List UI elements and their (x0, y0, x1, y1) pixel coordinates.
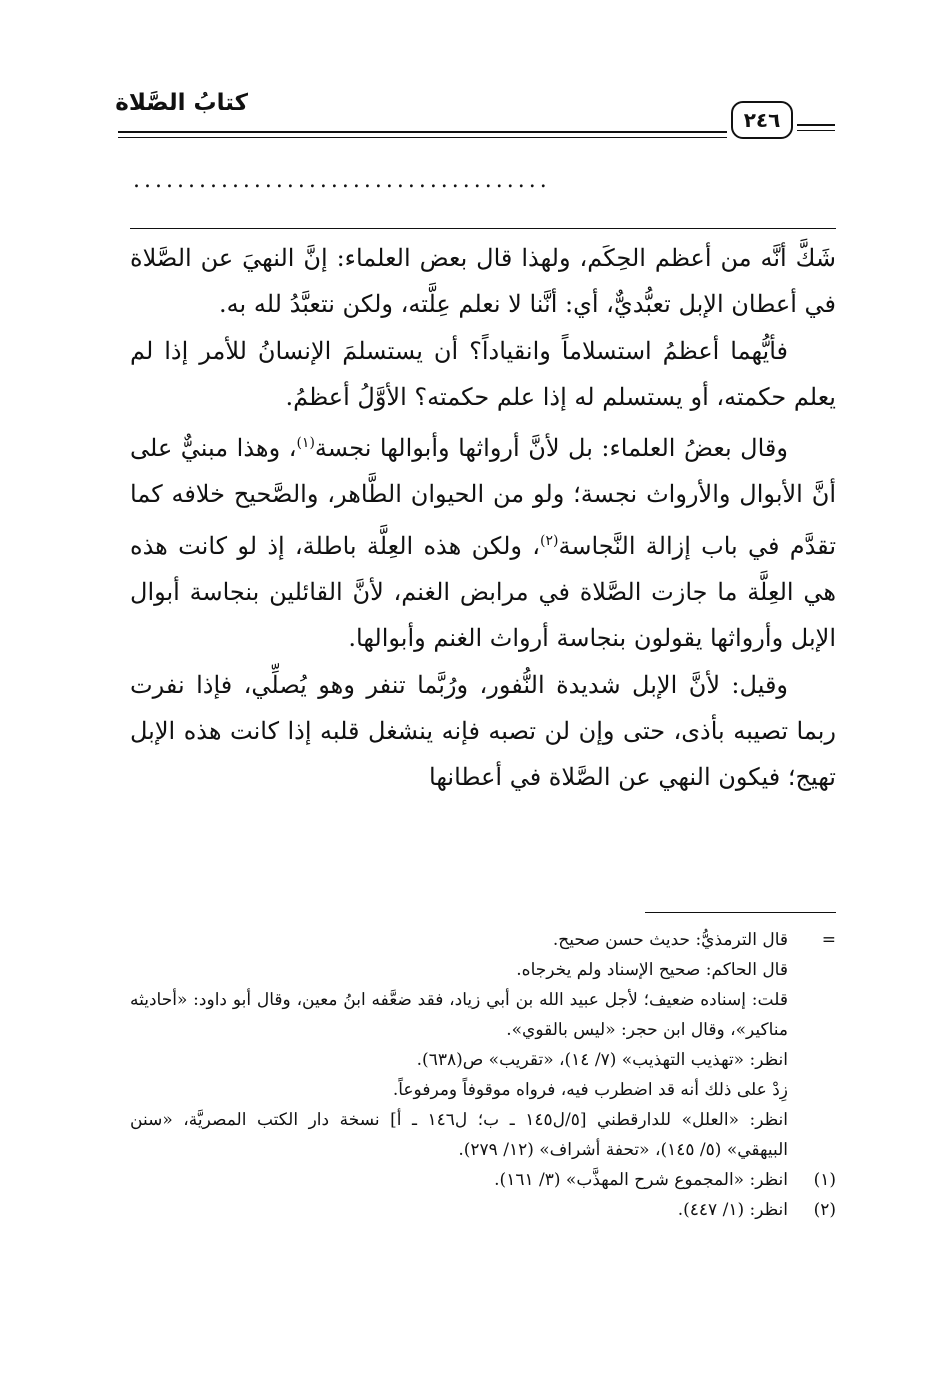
footnote-2 (130, 1195, 836, 1225)
footnote-text: انظر: «المجموع شرح المهذَّب» (٣/ ١٦١). (494, 1170, 788, 1190)
footnote-mark: (٢) (813, 1200, 836, 1220)
footnote-mark (788, 1075, 836, 1105)
paragraph: شَكَّ أنَّه من أعظم الحِكَم، ولهذا قال بعض العلماء: إنَّ النهيَ عن الصَّلاة في أعطان الإبل تعبُّديٌّ، أي: أنَّنا لا نعلم عِلَّته، ولكن نتعبَّدُ لله به. (130, 244, 836, 319)
header-rule-left (118, 131, 727, 133)
footnote-line (130, 955, 836, 985)
paragraph: فأيُّهما أعظمُ استسلاماً وانقياداً؟ أن يستسلمَ الإنسانُ للأمر إذا لم يعلم حكمته، أو يستسلم له إذا علم حكمته؟ الأوَّلُ أعظمُ. (130, 336, 836, 411)
footnote-mark: (١) (813, 1170, 836, 1190)
paragraph: وقيل: لأنَّ الإبل شديدة النُّفور، ورُبَّما تنفر وهو يُصلِّي، فإذا نفرت ربما تصيبه بأذى، حتى وإن لن تصبه فإنه ينشغل قلبه إذا كانت هذه الإبل تهيج؛ فيكون النهي عن الصَّلاة في أعطانها (130, 670, 836, 792)
footnote-ref-2: (٢) (540, 532, 559, 549)
main-text (130, 235, 836, 801)
footnote-mark (788, 1105, 836, 1165)
footnote-mark (788, 955, 836, 985)
footnote-text: زِدْ على ذلك أنه قد اضطرب فيه، فرواه موقوفاً ومرفوعاً. (392, 1080, 788, 1100)
footnote-text: قال الحاكم: صحيح الإسناد ولم يخرجاه. (516, 960, 788, 980)
footnote-ref-1: (١) (296, 435, 315, 452)
top-text-rule (130, 228, 836, 229)
footnote-mark (788, 985, 836, 1045)
ellipsis-separator: ...................................... (133, 168, 551, 193)
footnotes (130, 925, 836, 1225)
paragraph-text: ، وهذا مبنيٌّ على أنَّ الأبوال والأرواث نجسة؛ ولو من الحيوان الطَّاهر، والصَّحيح خلافه كما تقدَّم في باب إزالة النَّجاسة (130, 434, 837, 560)
page-number: ٢٤٦ (731, 101, 793, 139)
footnote-text: انظر: «تهذيب التهذيب» (٧/ ١٤)، «تقريب» ص(٦٣٨). (416, 1050, 788, 1070)
footnote-1 (130, 1165, 836, 1195)
footnote-mark: = (821, 930, 836, 950)
footnote-line (130, 1075, 836, 1105)
book-title: كتابُ الصَّلاة (115, 90, 248, 116)
footnote-line (130, 1105, 836, 1165)
footnote-text: قلت: إسناده ضعيف؛ لأجل عبيد الله بن أبي زياد، فقد ضعَّفه ابنُ معين، وقال أبو داود: «أحاديثه مناكير»، وقال ابن حجر: «ليس بالقوي». (130, 990, 788, 1040)
footnote-line (130, 1045, 836, 1075)
footnote-text: انظر: (١/ ٤٤٧). (677, 1200, 788, 1220)
footnote-rule (645, 912, 836, 913)
footnote-line (130, 985, 836, 1045)
footnote-mark (788, 1045, 836, 1075)
footnote-text: قال الترمذيُّ: حديث حسن صحيح. (552, 930, 788, 950)
footnote-line (130, 925, 836, 955)
header-rule-right (797, 124, 835, 126)
paragraph-text: ، ولكن هذه العِلَّة باطلة، إذ لو كانت هذه هي العِلَّة ما جازت الصَّلاة في مرابض الغنم، لأنَّ القائلين بنجاسة أبوال الإبل وأرواثها يقولون بنجاسة أرواث الغنم وأبوالها. (130, 531, 836, 653)
page-header (0, 0, 944, 160)
header-rule-right-thin (797, 130, 835, 131)
header-rule-left-thin (118, 137, 727, 138)
paragraph (130, 420, 836, 661)
paragraph-text: وقال بعضُ العلماء: بل لأنَّ أرواثها وأبوالها نجسة (314, 434, 788, 463)
footnote-text: انظر: «العلل» للدارقطني [٥/ل١٤٥ ـ ب؛ ل١٤٦ ـ أ] نسخة دار الكتب المصريَّة، «سنن البيهقي» (٥/ ١٤٥)، «تحفة أشراف» (١٢/ ٢٧٩). (130, 1110, 789, 1160)
